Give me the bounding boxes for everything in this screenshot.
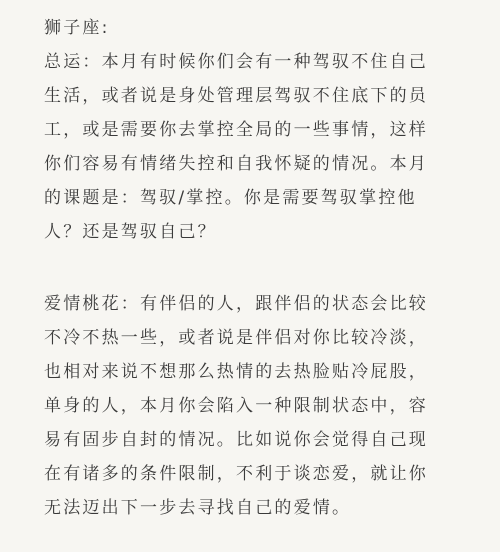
overall-fortune-paragraph	[44, 45, 464, 249]
paragraph-line: 工，或是需要你去掌控全局的一些事情，这样	[44, 120, 428, 140]
love-fortune-paragraph	[44, 287, 464, 525]
paragraph-line: 人？还是驾驭自己？	[44, 222, 217, 242]
paragraph-line: 总运：本月有时候你们会有一种驾驭不住自己	[44, 52, 428, 72]
paragraph-line: 在有诸多的条件限制，不利于谈恋爱，就让你	[44, 464, 428, 484]
paragraph-line: 易有固步自封的情况。比如说你会觉得自己现	[44, 430, 428, 450]
paragraph-line: 无法迈出下一步去寻找自己的爱情。	[44, 498, 352, 518]
paragraph-line: 爱情桃花：有伴侣的人，跟伴侣的状态会比较	[44, 294, 428, 314]
zodiac-heading	[44, 11, 464, 45]
paragraph-line: 不冷不热一些，或者说是伴侣对你比较冷淡，	[44, 328, 428, 348]
paragraph-line: 你们容易有情绪失控和自我怀疑的情况。本月	[44, 154, 428, 174]
paragraph-line: 也相对来说不想那么热情的去热脸贴冷屁股，	[44, 362, 428, 382]
paragraph-line: 的课题是：驾驭/掌控。你是需要驾驭掌控他	[44, 188, 417, 208]
paragraph-line: 生活，或者说是身处管理层驾驭不住底下的员	[44, 86, 428, 106]
paragraph-line: 单身的人，本月你会陷入一种限制状态中，容	[44, 396, 428, 416]
heading-text: 狮子座:	[44, 18, 110, 38]
